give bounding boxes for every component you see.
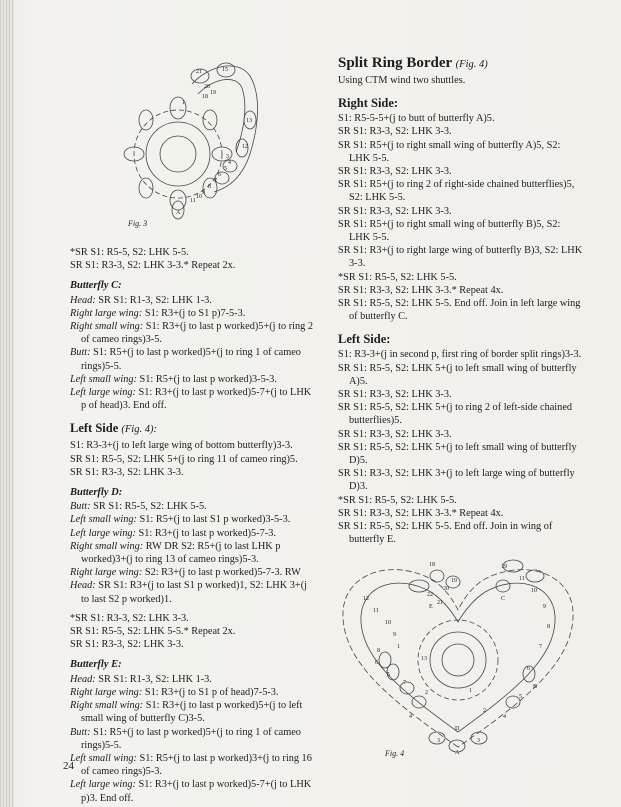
instruction-label: Right small wing: [70,321,144,333]
instruction-line [70,726,316,752]
instruction-line [70,513,316,526]
instruction-line: SR S1: R3-3, S2: LHK 3-3. [338,126,452,138]
fig4-label: B [533,684,538,690]
instruction-label: Butt: [70,347,91,359]
instruction-label: Left large wing: [70,387,136,399]
fig3-label: 3 [226,154,229,160]
section-heading [338,95,584,111]
instruction-line: SR S1: R5-5, S2: LHK 5-5.* Repeat 2x. [70,626,236,638]
fig3-label: 11 [190,198,196,204]
figure-reference: (Fig. 4): [121,424,157,436]
instruction-text: RW DR S2: R5+(j to last LHK p worked)3+(j to ring 13 of cameo rings)5-3. [81,540,281,566]
instruction-line: SR S1: R5-5, S2: LHK 5+(j to left small wing of butterfly D)5. [338,441,577,467]
fig4-label: 2 [483,708,486,714]
fig4-label: 2 [425,690,428,696]
instruction-line: SR S1: R3-3, S2: LHK 3+(j to left large wing of butterfly D)3. [338,468,575,493]
instruction-text: S1: R3+(j to last p worked)5+(j to left small wing of butterfly C)3-5. [81,700,303,725]
heading-text: Split Ring Border [338,55,452,71]
instruction-text: SR S1: R1-3, S2: LHK 1-3. [95,294,212,306]
page-edge [0,0,14,807]
fig3-label: 12 [242,144,248,150]
fig3-label: 4 [228,160,231,166]
fig3-label: 21 [196,69,202,75]
fig4-label: 19 [451,578,457,584]
fig4-label: 10 [385,620,391,626]
section-subtitle: Using CTM wind two shuttles. [338,75,466,86]
figure-3-diagram [118,58,288,236]
instruction-line: S1: R3-3+(j to left large wing of bottom butterfly)3-3. [70,440,293,452]
instruction-line: SR S1: R3-3, S2: LHK 3-3. [70,639,184,651]
section-heading [70,279,316,292]
instruction-label: Right large wing: [70,567,143,579]
fig4-label: C [501,596,506,602]
instruction-label: Left small wing: [70,373,137,385]
instruction-line [70,540,316,566]
instruction-text: SR S1: R5-5, S2: LHK 5-5. [90,501,207,513]
instruction-line [70,752,316,778]
fig4-caption: Fig. 4 [385,749,405,758]
instruction-text: S1: R3+(j to last p worked)5-7+(j to LHK p of head)3. End off. [81,387,312,412]
instruction-line [70,673,316,686]
fig3-label: 15 [222,67,228,73]
section-heading [338,331,584,347]
fig3-label: 9 [202,190,205,196]
instruction-text: S1: R5+(j to last p worked)5+(j to ring 1 of cameo rings)5-5. [81,726,301,751]
fig4-label: 22 [427,592,433,598]
fig4-label: 11 [373,608,379,614]
heading-text: Butterfly E: [70,659,122,671]
fig3-label: 6 [218,172,221,178]
instruction-line [70,699,316,725]
fig4-label: 13 [421,656,427,662]
figure-4-diagram [333,552,583,760]
fig4-label: 8 [377,648,380,654]
instruction-line: SR S1: R5-5, S2: LHK 5-5. End off. Join in left large wing of butterfly C. [338,298,581,323]
fig3-label: 1 [182,100,185,106]
instruction-label: Head: [70,294,96,306]
fig4-label: 20 [443,586,449,592]
instruction-label: Right large wing: [70,307,143,319]
instruction-label: Left small wing: [70,752,137,764]
fig4-label: 9 [543,604,546,610]
instruction-label: Left large wing: [70,779,136,791]
fig4-label: 1 [469,688,472,694]
instruction-text: S1: R3+(j to last p worked)5+(j to ring 2 of cameo rings)3-5. [81,321,314,346]
instruction-text: S2: R3+(j to last p worked)5-7-3. RW [142,567,301,579]
instruction-line [70,566,316,579]
instruction-text: S1: R5+(j to last p worked)3+(j to ring 16 of cameo rings)5-3. [81,752,312,778]
heading-text: Left Side [70,421,119,436]
fig4-label: 6 [375,660,378,666]
fig4-label: 4 [503,714,506,720]
fig3-label: 13 [246,118,252,124]
instruction-label: Head: [70,580,96,592]
instruction-line: *SR S1: R3-3, S2: LHK 3-3. [70,612,189,624]
instruction-line [70,386,316,412]
instruction-line: SR S1: R5-5, S2: LHK 5-5. End off. Join in wing of butterfly E. [338,521,553,546]
instruction-text: S1: R3+(j to S1 p of head)7-5-3. [142,686,279,698]
fig4-label: 12 [363,596,369,602]
fig3-label: 7 [214,178,217,184]
fig4-label: 1 [397,644,400,650]
instruction-line: SR S1: R5-5, S2: LHK 5+(j to ring 11 of cameo ring)5. [70,453,298,465]
fig3-label: 19 [210,90,216,96]
heading-text: Butterfly D: [70,487,123,499]
instruction-text: S1: R5+(j to last p worked)3-5-3. [136,373,277,385]
instruction-line [70,307,316,320]
instruction-line: *SR S1: R5-5, S2: LHK 5-5. [70,247,189,258]
heading-text: Right Side: [338,96,399,111]
instruction-line: SR S1: R3-3, S2: LHK 3-3. [70,466,184,478]
fig4-label: 7 [403,680,406,686]
instruction-line [70,346,316,372]
fig4-label: 3 [437,738,440,744]
heading-text: Left Side: [338,332,391,347]
fig4-label: 7 [539,644,542,650]
fig4-label: 21 [437,600,443,606]
instruction-line [70,527,316,540]
instruction-line: SR S1: R5+(j to right small wing of butterfly B)5, S2: LHK 5-5. [338,218,561,244]
instruction-line [70,320,316,346]
instruction-text: SR S1: R1-3, S2: LHK 1-3. [95,673,212,685]
fig4-label: 4 [409,714,412,720]
fig3-label: 5 [224,166,227,172]
instruction-line [70,778,316,804]
instruction-line: SR S1: R3-3, S2: LHK 3-3. [338,205,452,217]
right-column [338,54,584,547]
fig3-label: 18 [202,94,208,100]
instruction-line: *SR S1: R5-5, S2: LHK 5-5. [338,494,457,506]
fig4-label: 3 [477,738,480,744]
instruction-line: SR S1: R5+(j to right small wing of butterfly A)5, S2: LHK 5-5. [338,139,561,164]
instruction-label: Right small wing: [70,540,144,552]
fig4-label: D [455,726,460,732]
fig3-label: 10 [196,194,202,200]
fig4-label: A [455,750,460,756]
fig3-label: 20 [204,84,210,90]
instruction-line: SR S1: R3-3, S2: LHK 3-3. [338,166,452,178]
fig3-label: A [176,210,181,216]
instruction-text: S1: R3+(j to last p worked)5-7-3. [135,527,276,539]
fig4-label: E [429,604,433,610]
figure-reference: (Fig. 4) [455,59,488,70]
fig4-label: 18 [429,562,435,568]
instruction-label: Butt: [70,726,91,738]
instruction-text: S1: R5+(j to last S1 p worked)3-5-3. [136,514,291,526]
instruction-line: SR S1: R3-3, S2: LHK 3-3.* Repeat 2x. [70,260,236,272]
instruction-label: Head: [70,673,96,685]
fig3-label: 8 [208,184,211,190]
section-heading [70,486,316,499]
instruction-line [70,500,316,513]
fig4-label: 5 [387,672,390,678]
instruction-line: SR S1: R5-5, S2: LHK 5+(j to ring 2 of left-side chained butterflies)5. [338,402,573,427]
instruction-label: Right large wing: [70,686,143,698]
instruction-line: SR S1: R3-3, S2: LHK 3-3.* Repeat 4x. [338,284,504,296]
instruction-line: SR S1: R5-5, S2: LHK 5+(j to left small wing of butterfly A)5. [338,362,577,387]
instruction-line: SR S1: R3-3, S2: LHK 3-3. [338,428,452,440]
section-heading [338,54,584,74]
section-heading [70,420,316,438]
fig4-label: 8 [547,624,550,630]
heading-text: Butterfly C: [70,280,122,292]
instruction-line [70,373,316,386]
instruction-text: S1: R3+(j to last p worked)5-7+(j to LHK p)3. End off. [81,779,312,804]
instruction-line: SR S1: R3+(j to right large wing of butterfly B)3, S2: LHK 3-3. [338,245,583,270]
fig4-label: 6 [527,666,530,672]
instruction-text: S1: R5+(j to last p worked)5+(j to ring 1 of cameo rings)5-5. [81,347,301,372]
instruction-line: SR S1: R5+(j to ring 2 of right-side chained butterflies)5, S2: LHK 5-5. [338,179,575,204]
fig4-label: 11 [519,576,525,582]
fig4-label: 10 [531,588,537,594]
instruction-line: *SR S1: R5-5, S2: LHK 5-5. [338,271,457,283]
section-heading [70,658,316,671]
fig4-label: 5 [519,694,522,700]
fig3-caption: Fig. 3 [128,219,148,228]
instruction-label: Left large wing: [70,527,136,539]
instruction-line [70,294,316,307]
instruction-label: Butt: [70,501,91,513]
instruction-line [70,686,316,699]
instruction-line: SR S1: R3-3, S2: LHK 3-3. [338,389,452,401]
fig4-label: 9 [393,632,396,638]
instruction-line: S1: R3-3+(j in second p, first ring of border split rings)3-3. [338,349,582,361]
instruction-label: Left small wing: [70,514,137,526]
instruction-text: S1: R3+(j to S1 p)7-5-3. [142,307,246,319]
page-number: 24 [63,760,74,772]
instruction-label: Right small wing: [70,700,144,712]
instruction-line [70,579,316,605]
instruction-line: S1: R5-5-5+(j to butt of butterfly A)5. [338,113,495,125]
fig4-label: 19 [501,564,507,570]
instruction-line: SR S1: R3-3, S2: LHK 3-3.* Repeat 4x. [338,507,504,519]
left-column [70,246,316,805]
instruction-text: SR S1: R3+(j to last S1 p worked)1, S2: LHK 3+(j to last S2 p worked)1. [81,580,308,605]
